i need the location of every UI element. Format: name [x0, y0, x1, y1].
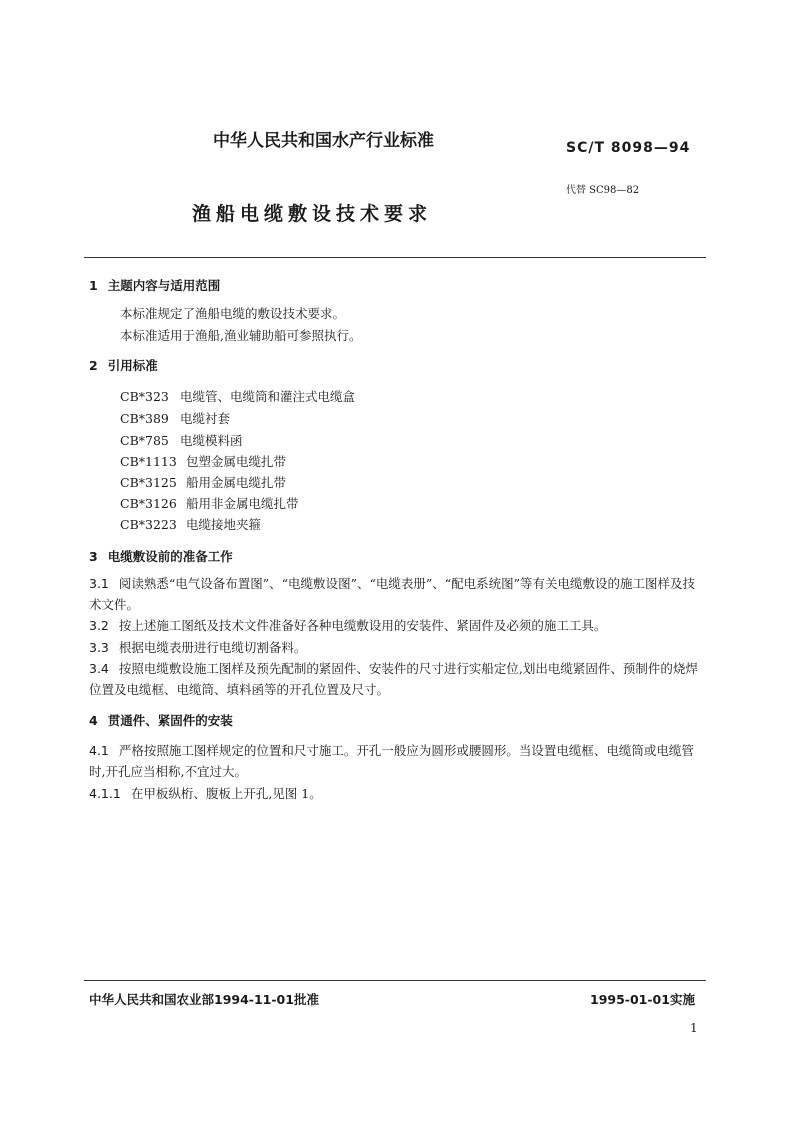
reference-item — [120, 409, 230, 427]
clause — [89, 658, 706, 700]
clause — [89, 573, 706, 615]
reference-title: 电缆模料函 — [180, 433, 243, 448]
section-title: 引用标准 — [107, 358, 158, 373]
standard-code: SC/T 8098—94 — [566, 140, 691, 156]
clause-number: 3.3 — [89, 640, 109, 655]
clause-text: 根据电缆表册进行电缆切割备料。 — [118, 640, 307, 655]
reference-title: 电缆衬套 — [180, 411, 231, 426]
section-number: 1 — [89, 278, 98, 293]
clause-number: 4.1.1 — [89, 786, 121, 801]
reference-code: CB*785 — [120, 433, 169, 448]
reference-item — [120, 452, 286, 470]
clause — [89, 740, 706, 782]
clause-number: 3.4 — [89, 661, 109, 676]
clause — [89, 783, 706, 804]
paragraph: 本标准规定了渔船电缆的敷设技术要求。 — [120, 306, 346, 321]
replaces-note: 代替 SC98—82 — [566, 185, 640, 196]
reference-item — [120, 494, 299, 512]
section-title: 主题内容与适用范围 — [107, 278, 221, 293]
clause-number: 3.1 — [89, 576, 109, 591]
reference-item — [120, 387, 355, 405]
clause — [89, 615, 706, 636]
section-4-heading — [89, 711, 233, 729]
reference-code: CB*323 — [120, 389, 169, 404]
reference-code: CB*3125 — [120, 475, 177, 490]
header-divider — [84, 257, 706, 258]
reference-item — [120, 431, 243, 449]
section-3-heading — [89, 547, 233, 565]
reference-title: 电缆接地夹箍 — [186, 517, 262, 532]
footer-divider — [84, 980, 706, 981]
clause-number: 3.2 — [89, 618, 109, 633]
reference-title: 船用非金属电缆扎带 — [186, 496, 299, 511]
reference-title: 船用金属电缆扎带 — [186, 475, 287, 490]
clause-text: 按上述施工图纸及技术文件准备好各种电缆敷设用的安装件、紧固件及必须的施工工具。 — [118, 618, 607, 633]
section-number: 2 — [89, 358, 98, 373]
section-2-heading — [89, 356, 158, 374]
document-title: 渔船电缆敷设技术要求 — [192, 203, 433, 225]
section-number: 3 — [89, 549, 98, 564]
reference-item — [120, 473, 286, 491]
reference-title: 包塑金属电缆扎带 — [186, 454, 287, 469]
paragraph: 本标准适用于渔船,渔业辅助船可参照执行。 — [120, 328, 362, 343]
clause-text: 按照电缆敷设施工图样及预先配制的紧固件、安装件的尺寸进行实船定位,划出电缆紧固件、预制件的烧焊位置及电缆框、电缆筒、填料函等的开孔位置及尺寸。 — [89, 661, 698, 697]
implementation-date: 1995-01-01实施 — [590, 992, 695, 1007]
approval-note: 中华人民共和国农业部1994-11-01批准 — [89, 992, 319, 1007]
clause-text: 严格按照施工图样规定的位置和尺寸施工。开孔一般应为圆形或腰圆形。当设置电缆框、电缆筒或电缆管时,开孔应当相称,不宜过大。 — [89, 743, 694, 779]
clause-text: 阅读熟悉“电气设备布置图”、“电缆敷设图”、“电缆表册”、“配电系统图”等有关电缆敷设的施工图样及技术文件。 — [89, 576, 696, 612]
section-title: 贯通件、紧固件的安装 — [107, 713, 233, 728]
reference-code: CB*389 — [120, 411, 169, 426]
standard-title: 中华人民共和国水产行业标准 — [213, 131, 434, 151]
clause — [89, 637, 706, 658]
reference-code: CB*3126 — [120, 496, 177, 511]
clause-number: 4.1 — [89, 743, 109, 758]
reference-item — [120, 515, 261, 533]
clause-text: 在甲板纵桁、腹板上开孔,见图 1。 — [130, 786, 322, 801]
reference-code: CB*1113 — [120, 454, 177, 469]
section-number: 4 — [89, 713, 98, 728]
section-title: 电缆敷设前的准备工作 — [107, 549, 233, 564]
section-1-heading — [89, 276, 220, 294]
reference-code: CB*3223 — [120, 517, 177, 532]
page-number: 1 — [690, 1021, 698, 1035]
reference-title: 电缆管、电缆筒和灌注式电缆盒 — [180, 389, 356, 404]
